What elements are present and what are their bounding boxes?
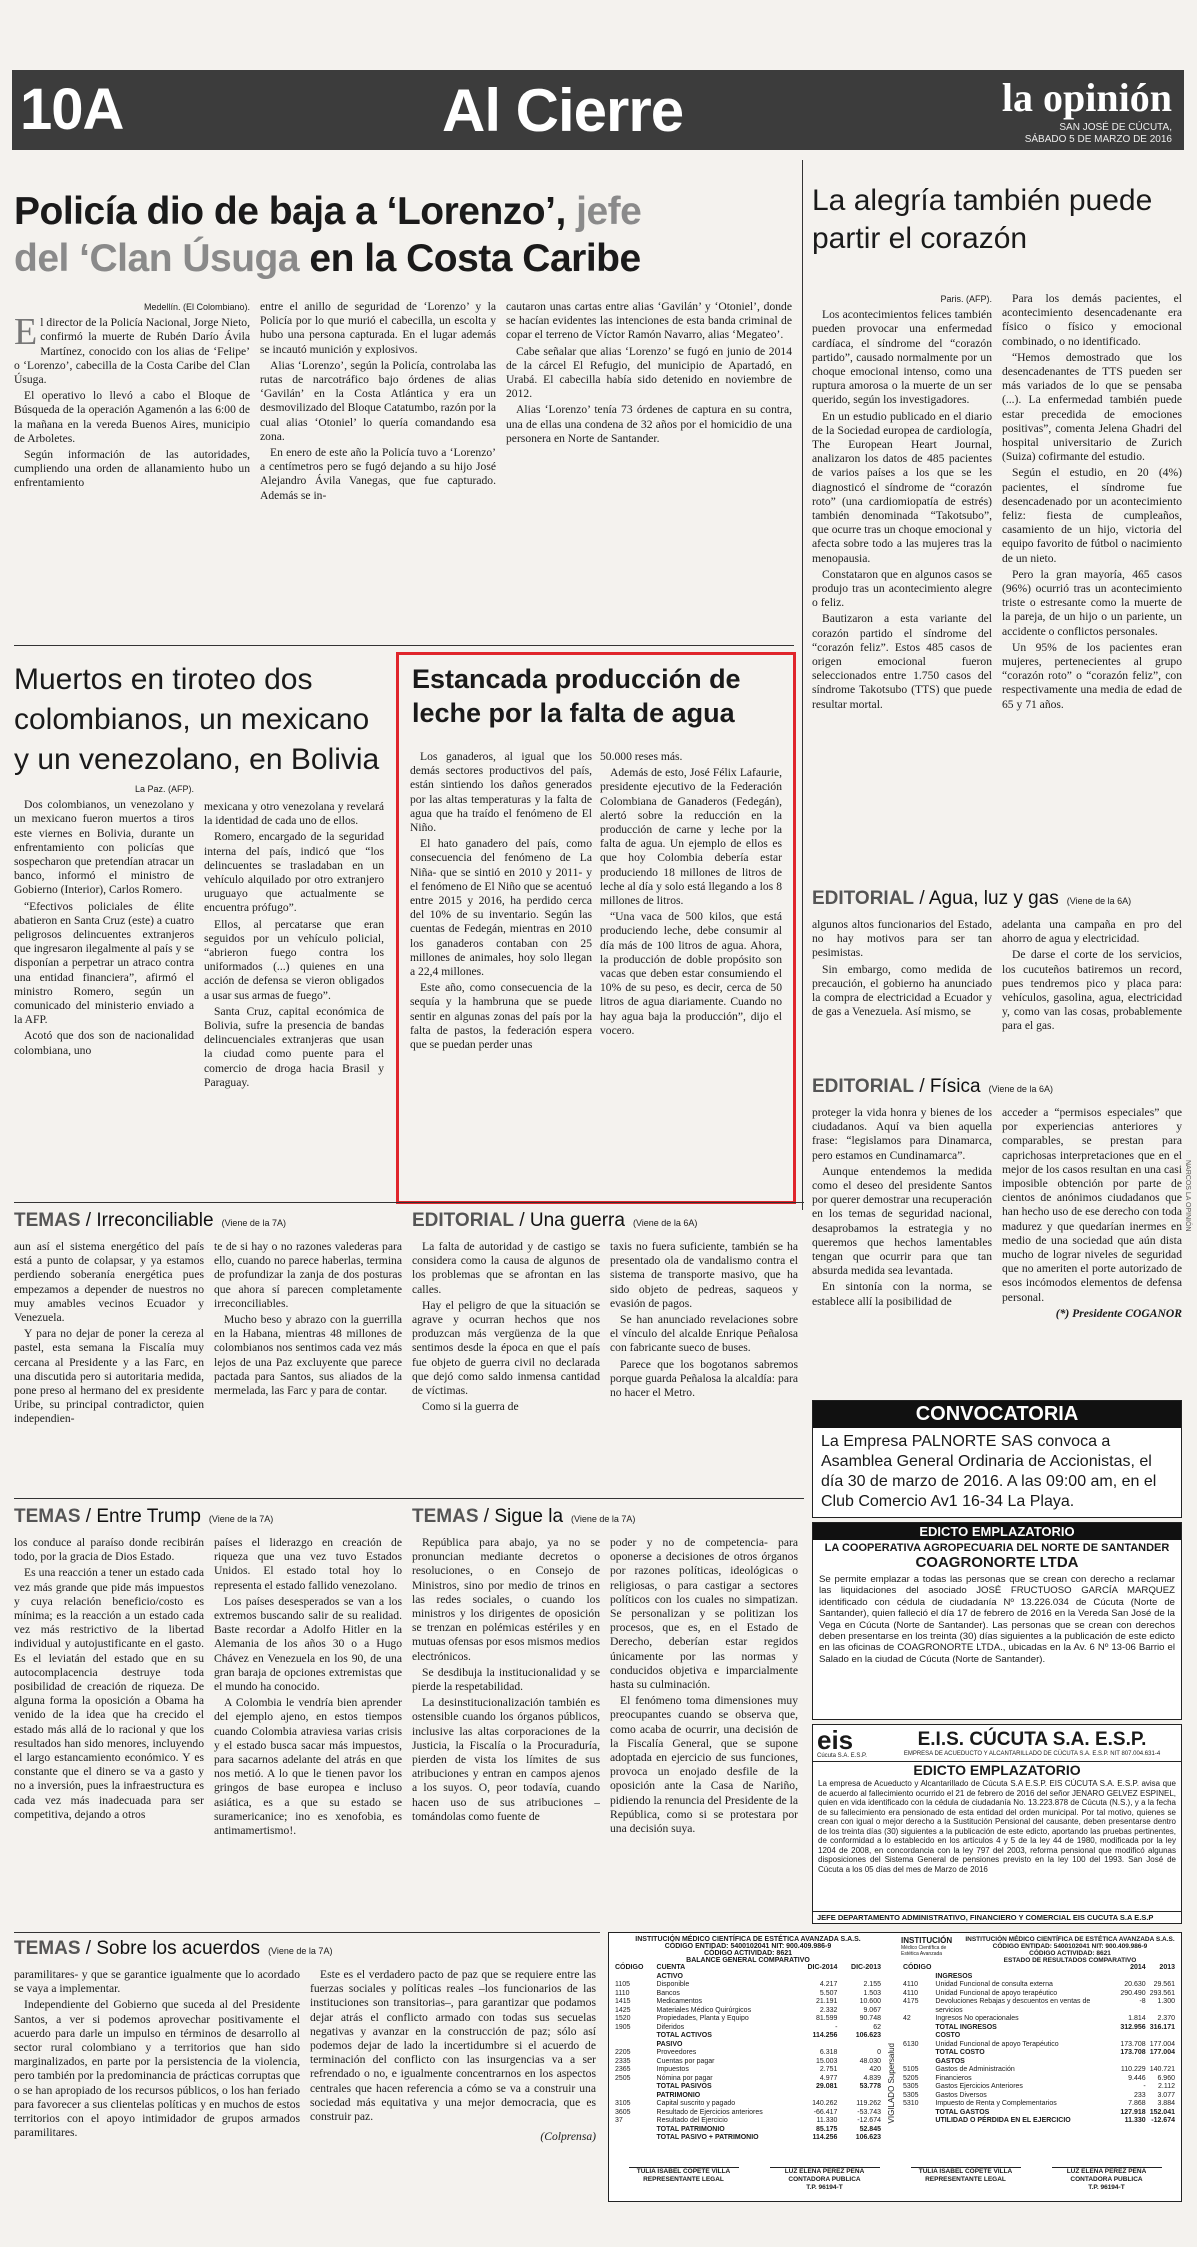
table-cell bbox=[1148, 2032, 1177, 2041]
table-cell: 42 bbox=[903, 2015, 911, 2022]
table-cell bbox=[901, 1973, 933, 1982]
table-cell: 29.081 bbox=[816, 2083, 838, 2090]
temas-sigue-col2: poder y no de competencia- para oponerse a decisiones de otros órganos por razones políticas, ideológicas o religiosas, o para castigar a sectores políticos con los cuales no simpatizan. Se personalizan y se politizan los procesos, que es, en el Estado de Derecho, deberían estar regidos únicamente por las normas y conducidos objetiva e imparcialmente hasta su culminación. El fenómeno toma dimensiones muy preocupantes cuando se observa que, como acaba de ocurrir, una decisión de la Fiscalía General, que se supone adoptada en ejercicio de sus funciones, provoca un enojado desfile de la oposición ante la Casa de Nariño, pidiendo la renuncia del Presidente de la República, como si se protestara por una decisión suya. bbox=[610, 1536, 798, 1836]
table-cell: 10.600 bbox=[859, 1998, 881, 2005]
table-cell: 7.868 bbox=[1128, 2100, 1146, 2107]
table-cell: Nómina por pagar bbox=[656, 2074, 713, 2082]
table-header-cell: DIC-2013 bbox=[851, 1964, 881, 1971]
table-cell: -8 bbox=[1139, 1998, 1146, 2005]
table-cell: 1425 bbox=[615, 2006, 631, 2014]
photo-credit: NARCOS LA OPINIÓN bbox=[1184, 1160, 1191, 1232]
table-cell: 81.599 bbox=[816, 2015, 838, 2022]
table-cell: TOTAL PASIVOS bbox=[656, 2083, 712, 2090]
divider bbox=[14, 1498, 804, 1499]
table-cell: - bbox=[835, 2023, 838, 2031]
table-cell bbox=[901, 2117, 933, 2126]
table-row bbox=[901, 2109, 1177, 2118]
table-cell: 5310 bbox=[903, 2100, 919, 2107]
table-cell bbox=[839, 2092, 883, 2101]
temas-trump-col2: países el liderazgo en creación de riqueza que una vez tuvo Estados Unidos. El estado total hoy lo representa el estado fallido venezolano. Los países desesperados se van a los extremos buscando salir de su realidad. Baste recordar a Adolfo Hitler en la Alemania de los años 30 o a Hugo Chávez en Venezuela en los 90, de una gran baraja de opciones extremistas que el mundo ha conocido. A Colombia le vendría bien aprender del ejemplo ajeno, en estos tiempos cuando Colombia atraviesa varias crisis y el estado busca sacar más impuestos, para sacarnos adelante del atrás en que nos metió. A lo que le tienen pavor los gringos de base europea e incluso asiática, es a que su estado se suramericanice; ino es xenofobia, es antimamertismo!. bbox=[214, 1536, 402, 1838]
temas-acuerdos-col1: paramilitares- y que se garantice igualmente que lo acordado se vaya a implementar. Independiente del Gobierno que suceda al del Presidente Santos, a ver si podemos aprovechar positivamente el acuerdo para darle un impulso en términos de desarrollo al sector rural colombiano y a territorios que han sido marginalizados, en parte por la persistencia de la violencia, pero también por la predominancia de prácticas corruptas que o se han apropiado de los recursos públicos, o los han feriado para favorecer a sus clientelas políticas y en muchos de estos territorios con el apoyo intimidador de grupos armados paramilitares. bbox=[14, 1968, 300, 2140]
table-cell bbox=[901, 2109, 933, 2118]
editorial-guerra-header: EDITORIAL / Una guerra (Viene de la 6A) bbox=[412, 1210, 698, 1231]
table-cell: 9.446 bbox=[1128, 2074, 1146, 2082]
table-cell: UTILIDAD O PÉRDIDA EN EL EJERCICIO bbox=[935, 2117, 1071, 2124]
table-cell: 1905 bbox=[615, 2023, 631, 2031]
table-cell: 4175 bbox=[903, 1998, 919, 2005]
estado-resultados: INSTITUCIÓN Médico Científica de Estética Avanzada INSTITUCIÓN MÉDICO CIENTÍFICA DE ESTÉTICA AVANZADA S.A.S. CÓDIGO ENTIDAD: 5400102041 NIT: 900.409.986-9 CÓDIGO ACTIVIDAD: 8621 ESTADO DE RESULTADOS COMPARATIVO CÓDIGO 2014 2013 INGRESOS 4110 Unidad Funcional de consulta externa 20.630 29.561 4110 Unidad Funcional de apoyo terapéutico 290.490 293.561 4175 Devoluciones Rebajas y descuentos en ventas de servicios -8 1.300 42 Ingresos No operacionales 1.814 2.370 TOTAL INGRESOS 312.956 316.171 COSTO 6130 Unidad Funcional de apoyo Terapéutico 173.708 177.004 TOTAL COSTO 173.708 177.004 GASTOS 5105 Gastos de Administración 110.229 140.721 5205 Financieros 9.446 6.960 5305 Gastos Ejercicios Anteriores - 2.112 5305 Gastos Diversos 233 3.077 5310 Impuesto de Renta y Complementarios 7.868 3.884 TOTAL GASTOS 127.918 152.041 UTILIDAD O PÉRDIDA EN EL EJERCICIO 11.330 -12.674 bbox=[901, 1936, 1175, 2124]
temas-acuerdos-header: TEMAS / Sobre los acuerdos (Viene de la 7A) bbox=[14, 1938, 333, 1959]
table-cell: 106.623 bbox=[855, 2134, 881, 2141]
table-row bbox=[613, 1973, 883, 1982]
table-cell: - bbox=[1143, 2083, 1146, 2090]
table-cell: 52.845 bbox=[859, 2125, 881, 2133]
table-cell: 2205 bbox=[615, 2049, 631, 2056]
table-row bbox=[901, 2049, 1177, 2058]
table-cell: Devoluciones Rebajas y descuentos en ventas de servicios bbox=[935, 1998, 1091, 2014]
temas-irreconciliable-header: TEMAS / Irreconciliable (Viene de la 7A) bbox=[14, 1210, 286, 1231]
table-cell bbox=[613, 2126, 655, 2135]
table-cell: 20.630 bbox=[1124, 1981, 1146, 1988]
table-cell: 85.175 bbox=[816, 2125, 838, 2133]
results-table bbox=[901, 1964, 1177, 2126]
table-cell: 2.112 bbox=[1158, 2083, 1175, 2090]
table-row bbox=[901, 2041, 1177, 2050]
table-cell: 2.751 bbox=[819, 2066, 838, 2073]
table-cell: TOTAL PASIVO + PATRIMONIO bbox=[656, 2134, 759, 2141]
table-cell: 4110 bbox=[903, 1989, 919, 1997]
table-cell: 2.155 bbox=[863, 1981, 881, 1988]
table-cell: 140.721 bbox=[1149, 2066, 1175, 2073]
table-cell: 53.778 bbox=[859, 2083, 881, 2090]
headline-lorenzo: Policía dio de baja a ‘Lorenzo’, jefe del ‘Clan Úsuga en la Costa Caribe bbox=[14, 190, 642, 280]
table-cell: Financieros bbox=[935, 2074, 972, 2082]
table-cell: Gastos de Administración bbox=[935, 2066, 1015, 2073]
table-row bbox=[613, 2126, 883, 2135]
table-cell: 37 bbox=[615, 2117, 623, 2124]
signatures bbox=[613, 2155, 1177, 2192]
table-cell: 2.332 bbox=[819, 2006, 838, 2014]
table-cell: 106.623 bbox=[855, 2032, 881, 2039]
table-row bbox=[901, 2066, 1177, 2075]
table-cell: 1.503 bbox=[863, 1989, 881, 1997]
headline-alegria: La alegría también puede partir el corazón bbox=[812, 184, 1153, 255]
table-cell bbox=[613, 2041, 655, 2050]
table-cell: TOTAL ACTIVOS bbox=[656, 2032, 712, 2039]
table-cell: 4.217 bbox=[819, 1981, 838, 1988]
table-cell: 114.256 bbox=[812, 2032, 838, 2039]
table-cell: Proveedores bbox=[656, 2049, 697, 2056]
table-header-cell: CUENTA bbox=[656, 1964, 686, 1971]
table-cell bbox=[613, 2032, 655, 2041]
table-cell: 4110 bbox=[903, 1981, 919, 1988]
table-header-row bbox=[613, 1964, 883, 1973]
table-cell: Unidad Funcional de apoyo terapéutico bbox=[935, 1989, 1058, 1997]
table-cell: Unidad Funcional de consulta externa bbox=[935, 1981, 1053, 1988]
table-cell: 1110 bbox=[615, 1989, 630, 1997]
table-cell bbox=[901, 2049, 933, 2058]
table-row bbox=[901, 2058, 1177, 2067]
headline-bolivia: Muertos en tiroteo dos colombianos, un mexicano y un venezolano, en Bolivia bbox=[14, 663, 380, 776]
balance-general: INSTITUCIÓN MÉDICO CIENTÍFICA DE ESTÉTICA AVANZADA S.A.S. CÓDIGO ENTIDAD: 5400102041 NIT: 900.409.986-9 CÓDIGO ACTIVIDAD: 8621 BALANCE GENERAL COMPARATIVO CÓDIGO CUENTA DIC-2014 DIC-2013 ACTIVO 1105 Disponible 4.217 2.155 1110 Bancos 5.507 1.503 1415 Medicamentos 21.191 10.600 1425 Materiales Médico Quirúrgicos 2.332 9.067 1520 Propiedades, Planta y Equipo 81.599 90.748 1905 Diferidos - 62 TOTAL ACTIVOS 114.256 106.623 PASIVO 2205 Proveedores 6.318 0 2335 Cuentas por pagar 15.003 48.030 2365 Impuestos 2.751 420 2505 Nómina por pagar 4.977 4.839 TOTAL PASIVOS 29.081 53.778 PATRIMONIO 3105 Capital suscrito y pagado 140.262 119.262 3605 Resultado de Ejercicios anteriores -66.417 -53.743 37 Resultado del Ejercicio 11.330 -12.674 TOTAL PATRIMONIO 85.175 52.845 TOTAL PASIVO + PATRIMONIO 114.256 106.623 bbox=[615, 1936, 881, 2141]
drop-cap: E bbox=[14, 311, 38, 354]
masthead-logo: la opinión bbox=[1001, 75, 1172, 120]
table-cell: 1.814 bbox=[1128, 2015, 1146, 2022]
table-cell: 5105 bbox=[903, 2066, 919, 2073]
table-cell: 2505 bbox=[615, 2074, 631, 2082]
table-row bbox=[613, 2117, 883, 2126]
table-row bbox=[901, 2015, 1177, 2024]
newspaper-page bbox=[12, 70, 1191, 2220]
table-cell: Bancos bbox=[656, 1989, 680, 1997]
table-row bbox=[613, 2041, 883, 2050]
article-lorenzo-col3: cautaron unas cartas entre alias ‘Gavilán’ y ‘Otoniel’, donde se hacían evidentes las intenciones de esta banda criminal de copar el terreno de Víctor Ramón Navarro, alias ‘Megateo’. Cabe señalar que alias ‘Lorenzo’ se fugó en junio de 2014 de la cárcel El Refugio, del municipio de Apartadó, en Urabá. El cabecilla había sido detenido en noviembre de 2012. Alias ‘Lorenzo’ tenía 73 órdenes de captura en su contra, una de ellas una condena de 32 años por el homicidio de una personera en Norte de Santander. bbox=[506, 300, 792, 445]
article-bolivia-col1: La Paz. (AFP). Dos colombianos, un venezolano y un mexicano fueron muertos a tiros este viernes en Bolivia, durante un enfrentamiento con policías que sospecharon que pretendían atracar un banco, informó el ministro de Gobierno (Interior), Carlos Romero. “Efectivos policiales de élite abatieron en Santa Cruz (este) a cuatro peligrosos delincuentes extranjeros que ingresaron ilegalmente al país y se disponían a perpetrar un atraco contra una entidad financiera”, afirmó el ministro Romero, según un comunicado del ministerio enviado a la AFP. Acotó que dos son de nacionalidad colombiana, uno bbox=[14, 784, 194, 1057]
table-cell: 173.708 bbox=[1120, 2040, 1146, 2048]
table-cell: Unidad Funcional de apoyo Terapéutico bbox=[935, 2040, 1059, 2048]
table-cell: Materiales Médico Quirúrgicos bbox=[656, 2006, 752, 2014]
convocatoria-ad: CONVOCATORIA La Empresa PALNORTE SAS convoca a Asamblea General Ordinaria de Accionistas, el día 30 de marzo de 2016. A las 09:00 am, en el Club Comercio Av1 16-34 La Playa. bbox=[812, 1400, 1182, 1518]
table-cell: 1520 bbox=[615, 2015, 631, 2022]
table-cell: 11.330 bbox=[816, 2117, 838, 2124]
table-row bbox=[901, 1990, 1177, 1999]
table-cell: 119.262 bbox=[856, 2100, 881, 2107]
financial-statements-ad bbox=[608, 1932, 1182, 2202]
table-cell bbox=[613, 2134, 655, 2143]
table-cell: 1415 bbox=[615, 1998, 631, 2005]
table-header-cell: CÓDIGO bbox=[903, 1964, 932, 1971]
article-bolivia-col2: mexicana y otro venezolana y revelará la identidad de cada uno de ellos. Romero, encargado de la seguridad interna del país, indicó que “los delincuentes se trasladaban en un vehículo alquilado por otro extranjero uruguayo que actualmente se encuentra prófugo”. Ellos, al percatarse que eran seguidos por un vehículo policial, “abrieron fuego contra los uniformados (...) quienes en una acción de defensa se vieron obligados a usar sus armas de fuego”. Santa Cruz, capital económica de Bolivia, sufre la presencia de bandas delincuenciales extranjeras que usan la ciudad como puente para el comercio de droga hacia Brasil y Paraguay. bbox=[204, 800, 384, 1089]
table-cell: Medicamentos bbox=[656, 1998, 703, 2005]
table-cell bbox=[1148, 2058, 1177, 2067]
table-row bbox=[901, 1998, 1177, 2015]
table-cell: 11.330 bbox=[1124, 2117, 1146, 2124]
table-header-cell: 2014 bbox=[1130, 1964, 1146, 1971]
temas-irreconciliable-col2: te de si hay o no razones valederas para ello, cuando no parece haberlas, termina de profundizar la zanja de dos posturas que ahora sí parecen completamente irreconciliables. Mucho beso y abrazo con la guerrilla en la Habana, mientras 48 millones de colombianos nos sentimos cada vez más lejos de una Paz excluyente que parece pactada para Santos, sus aliados de la mermelada, las Farc y para de contar. bbox=[214, 1240, 402, 1398]
dateline: SAN JOSÉ DE CÚCUTA, SÁBADO 5 DE MARZO DE 2016 bbox=[1024, 122, 1172, 145]
table-cell: 62 bbox=[873, 2023, 881, 2031]
article-leche-col2: 50.000 reses más. Además de esto, José Félix Lafaurie, presidente ejecutivo de la Federación Colombiana de Ganaderos (Fedegán), alertó sobre la reducción en la producción de carne y leche por la falta de agua. Un ejemplo de ellos es que hoy Colombia debería estar produciendo 18 millones de litros de leche al día y solo está llegando a los 8 millones de litros. “Una vaca de 500 kilos, que está produciendo leche, debe consumir al día más de 100 litros de agua. Ahora, la producción de doble propósito son vacas que deben estar consumiendo el 10% de su peso, es decir, cerca de 50 litros de agua diariamente. Cuando no hay agua baja la producción”, dijo el vocero. bbox=[600, 750, 782, 1037]
table-cell: 90.748 bbox=[859, 2015, 881, 2022]
table-row bbox=[613, 1998, 883, 2007]
balance-table bbox=[613, 1964, 883, 2143]
article-alegria-col1: Paris. (AFP). Los acontecimientos felices también pueden provocar una enfermedad cardíaca, el síndrome del “corazón partido”, causado normalmente por un choque emocional intenso, como una ruptura amorosa o la muerte de un ser querido, según los investigadores. En un estudio publicado en el diario de la Sociedad europea de cardiología, The European Heart Journal, analizaron los datos de 485 pacientes de varios países a los que se les diagnosticó el síndrome de “corazón roto” (una cardiomiopatía de estrés) también denominada “Takotsubo”, que ocurre tras un choque emocional y afecta sobre todo a las mujeres tras la menopausia. Constataron que en algunos casos se produjo tras un acontecimiento alegre o feliz. Bautizaron a esta variante del corazón partido el síndrome del “corazón feliz”. Estos 485 casos de origen emocional fueron seleccionados entre 1.750 casos del síndrome Takotsubo (TTS) que puede resultar mortal. bbox=[812, 294, 992, 711]
table-cell: 290.490 bbox=[1120, 1989, 1146, 1997]
temas-trump-col1: los conduce al paraíso donde recibirán todo, por la gracia de Dios Estado. Es una reacción a tener un estado cada vez más grande que pide más impuestos y cuya relación beneficio/costo es mínima; es la reacción a un estado cada vez más restrictivo de la libertad individual y autojustificante en el gasto. Es el leviatán del estado que en su autocomplacencia destruye toda posibilidad de creación de riqueza. De alguna forma la oposición a Obama ha venido de la idea que ha crecido el estado más allá de lo racional y que los resultados han sido menores, incluyendo el largo estancamiento económico. Y es constante que el dinero se va a gasto y no a inversión, pues la infraestructura es cada vez más inadecuada para ser competitiva, dejando a otros bbox=[14, 1536, 204, 1821]
table-cell: COSTO bbox=[935, 2032, 961, 2039]
editorial-agua-col2: adelanta una campaña en pro del ahorro de agua y electricidad. De darse el corte de los servicios, los cucuteños batiremos un record, pues tendremos pico y placa para: vehículos, gasolina, agua, electricidad y, como van las cosas, probablemente para el gas. bbox=[1002, 918, 1182, 1033]
table-cell: Disponible bbox=[656, 1981, 690, 1988]
column-divider bbox=[802, 160, 803, 1210]
table-cell bbox=[839, 2041, 883, 2050]
table-cell: 110.229 bbox=[1120, 2066, 1146, 2073]
table-cell: 2365 bbox=[615, 2066, 631, 2073]
table-cell: 127.918 bbox=[1120, 2108, 1146, 2116]
temas-acuerdos-col2: Este es el verdadero pacto de paz que se requiere entre las fuerzas sociales y políticas reales –los funcionarios de las instituciones son transitorias–, para garantizar que podamos dejar atrás el conflicto armado con todas sus secuelas negativas y avanzar en la construcción de paz; sólo así podemos dejar de lado la incertidumbre si el acuerdo de terminación del conflicto con las insurgencias va a ser refrendado o no, e igualmente concentrarnos en los aspectos centrales que hacen referencia a cómo se va a construir una sociedad más equitativa y una mejor democracia, que es construir paz. (Colprensa) bbox=[310, 1968, 596, 2144]
article-alegria-col2: Para los demás pacientes, el acontecimiento desencadenante era físico o físico y emocional combinado, o no identificado. “Hemos demostrado que los desencadenantes de TTS pueden ser más variados de lo que se pensaba (...). La enfermedad también puede estar precedida de emociones positivas”, comenta Jelena Ghadri del hospital universitario de Zurich (Suiza) cofirmante del estudio. Según el estudio, en 20 (4%) pacientes, el síndrome fue desencadenado por un acontecimiento feliz: fiesta de cumpleaños, casamiento de un hijo, victoria del equipo favorito de fútbol o nacimiento de un nieto. Pero la gran mayoría, 465 casos (96%) ocurrió tras un acontecimiento triste o estresante como la muerte de la pareja, de un hijo o un pariente, un accidente o conflictos personales. Un 95% de los pacientes eran mujeres, pertenecientes al grupo “corazón roto” o “corazón feliz”, con respectivamente una media de edad de 65 y 71 años. bbox=[1002, 292, 1182, 711]
table-row bbox=[613, 2015, 883, 2024]
table-cell bbox=[613, 1973, 655, 1982]
editorial-fisica-col2: acceder a “permisos especiales” que por experiencias anteriores y comparables, se prestan para caprichosas interpretaciones que en el mejor de los casos resultan en una casi imposible obtención por parte de cientos de anónimos ciudadanos que han hecho uso de ese derecho con toda madurez y que quedarían inermes en medio de una sociedad que aún dista mucho de lograr niveles de seguridad que no ameriten el porte autorizado de esos incómodos elementos de defensa personal. (*) Presidente COGANOR bbox=[1002, 1106, 1182, 1320]
table-cell: Gastos Diversos bbox=[935, 2091, 987, 2099]
table-cell: 9.067 bbox=[863, 2006, 881, 2014]
article-leche-col1: Los ganaderos, al igual que los demás sectores productivos del país, están sintiendo los daños generados por las altas temperaturas y la falta de agua que ha traído el fenómeno de El Niño. El hato ganadero del país, como consecuencia del fenómeno de La Niña- que se sintió en 2010 y 2011- y el fenómeno de El Niño que se acentuó entre 2015 y 2016, ha perdido cerca del 10% de su inventario. Según las cuentas de Fedegán, mientras en 2010 los ganaderos contaban con 25 millones de animales, hoy solo llegan a 22,4 millones. Este año, como consecuencia de la sequía y la hambruna que se puede sentir en algunas zonas del país por la falta de pastos, la federación espera que se puedan perder unas bbox=[410, 750, 592, 1052]
table-row bbox=[901, 2117, 1177, 2126]
table-row bbox=[613, 2109, 883, 2118]
table-cell: 5205 bbox=[903, 2074, 919, 2082]
table-row bbox=[901, 2100, 1177, 2109]
table-row bbox=[613, 2032, 883, 2041]
table-cell bbox=[1118, 2058, 1147, 2067]
table-cell: 5305 bbox=[903, 2083, 919, 2090]
divider bbox=[14, 1932, 600, 1933]
table-cell: Impuestos bbox=[656, 2066, 689, 2073]
signature-contadora-2: LUZ ELENA PEREZ PEÑA CONTADORA PUBLICA T.P. 96194-T bbox=[1052, 2155, 1162, 2192]
table-cell: 1.300 bbox=[1157, 1998, 1175, 2005]
table-cell: -66.417 bbox=[813, 2108, 838, 2116]
editorial-guerra-col1: La falta de autoridad y de castigo se considera como la causa de algunos de los problemas que se afrontan en las calles. Hay el peligro de que la situación se agrave y ocurran hechos que nos produzcan más vergüenza de la que sentimos desde la época en que el país fue objeto de guerra civil no declarada que dejó como saldo inmensa cantidad de víctimas. Como si la guerra de bbox=[412, 1240, 600, 1414]
table-cell: 2335 bbox=[615, 2057, 631, 2065]
table-cell: TOTAL GASTOS bbox=[935, 2108, 990, 2116]
table-cell: TOTAL INGRESOS bbox=[935, 2023, 997, 2031]
table-row bbox=[901, 2083, 1177, 2092]
table-cell: Capital suscrito y pagado bbox=[656, 2100, 736, 2107]
table-row bbox=[901, 1973, 1177, 1982]
table-row bbox=[613, 2134, 883, 2143]
table-cell: GASTOS bbox=[935, 2057, 965, 2065]
table-cell: 29.561 bbox=[1153, 1981, 1175, 1988]
table-cell bbox=[796, 2092, 840, 2101]
table-cell: 6130 bbox=[903, 2040, 919, 2048]
table-row bbox=[901, 1981, 1177, 1990]
table-row bbox=[613, 2007, 883, 2016]
table-row bbox=[613, 2092, 883, 2101]
table-cell: 173.708 bbox=[1120, 2049, 1146, 2056]
table-cell: PASIVO bbox=[656, 2040, 683, 2048]
table-cell: 293.561 bbox=[1149, 1989, 1175, 1997]
eis-edicto-ad: eis Cúcuta S.A. E.S.P. E.I.S. CÚCUTA S.A. E.S.P. EMPRESA DE ACUEDUCTO Y ALCANTARILLADO DE CÚCUTA S.A. E.S.P. NIT 807.004.631-4 EDICTO EMPLAZATORIO La empresa de Acueducto y Alcantarillado de Cúcuta S.A E.S.P. EIS CÚCUTA S.A. E.S.P. avisa que de acuerdo al fallecimiento ocurrido el 21 de febrero de 2016 del señor JENARO GELVEZ ESPINEL, quien en vida identificado con la cédula de ciudadanía No. 13.223.878 de Cúcuta (N.S.), y a la fecha de su fallecimiento era pensionado de esta entidad del orden municipal. Por tal motivo, quienes se crean con igual o mejor derecho a la Sustitución Pensional del causante, deben presentarse dentro de los treinta días (30) siguientes a la publicación de este edicto, aportando las pruebas pertinentes, de conformidad a lo establecido en los artículos 4 y 5 de la ley 44 de 1980, modificada por la ley 1204 de 2008, en concordancia con la ley 797 del 2003, reforma pensional que modificó algunas disposiciones del Sistema General de pensiones previsto en la ley 100 del 1993. San José de Cúcuta a los 05 días del mes de Marzo de 2016 JEFE DEPARTAMENTO ADMINISTRATIVO, FINANCIERO Y COMERCIAL EIS CUCUTA S.A E.S.P bbox=[812, 1724, 1182, 1924]
table-cell bbox=[839, 1973, 883, 1982]
table-cell: 15.003 bbox=[816, 2057, 838, 2065]
table-row bbox=[901, 2032, 1177, 2041]
table-cell: 5305 bbox=[903, 2091, 919, 2099]
table-row bbox=[613, 2058, 883, 2067]
headline-leche: Estancada producción de leche por la falta de agua bbox=[412, 664, 741, 728]
table-cell: 21.191 bbox=[816, 1998, 838, 2005]
table-cell bbox=[613, 2092, 655, 2101]
table-row bbox=[613, 1981, 883, 1990]
table-cell: 1105 bbox=[615, 1981, 631, 1988]
table-header-cell: 2013 bbox=[1159, 1964, 1175, 1971]
table-cell: Resultado del Ejercicio bbox=[656, 2117, 728, 2124]
signature-contadora: LUZ ELENA PEREZ PEÑA CONTADORA PUBLICA T.P. 96194-T bbox=[770, 2155, 880, 2192]
table-cell bbox=[901, 2058, 933, 2067]
table-cell: 0 bbox=[877, 2049, 881, 2056]
table-cell: PATRIMONIO bbox=[656, 2091, 701, 2099]
institucion-logo: INSTITUCIÓN Médico Científica de Estética Avanzada bbox=[901, 1936, 953, 1957]
table-cell: Diferidos bbox=[656, 2023, 685, 2031]
table-cell: 152.041 bbox=[1149, 2108, 1175, 2116]
table-cell bbox=[1118, 1973, 1147, 1982]
table-cell bbox=[901, 2024, 933, 2033]
table-cell: 2.370 bbox=[1157, 2015, 1175, 2022]
editorial-agua-col1: algunos altos funcionarios del Estado, no hay motivos para ser tan pesimistas. Sin embargo, como medida de precaución, el gobierno ha anunciado la compra de electricidad a Ecuador y de gas a Venezuela. Así mismo, se bbox=[812, 918, 992, 1019]
table-cell: 114.256 bbox=[812, 2134, 838, 2141]
table-cell: Impuesto de Renta y Complementarios bbox=[935, 2100, 1057, 2107]
table-cell: 177.004 bbox=[1149, 2049, 1175, 2056]
editorial-fisica-header: EDITORIAL / Física (Viene de la 6A) bbox=[812, 1076, 1053, 1097]
table-cell: 48.030 bbox=[859, 2057, 881, 2065]
table-row bbox=[613, 2066, 883, 2075]
table-cell: 316.171 bbox=[1149, 2023, 1175, 2031]
table-cell bbox=[796, 2041, 840, 2050]
temas-trump-header: TEMAS / Entre Trump (Viene de la 7A) bbox=[14, 1506, 274, 1527]
table-cell: Gastos Ejercicios Anteriores bbox=[935, 2083, 1023, 2090]
table-cell: -12.674 bbox=[857, 2117, 881, 2124]
editorial-guerra-col2: taxis no fuera suficiente, también se ha presentado ola de vandalismo contra el sistema de transporte masivo, que ha sido objeto de pedreas, saqueos y evasión de pagos. Se han anunciado revelaciones sobre el vínculo del alcalde Enrique Peñalosa con fabricante sueco de buses. Parece que los bogotanos sabremos porque guarda Peñalosa la alcaldía: para no hacer el Metro. bbox=[610, 1240, 798, 1400]
signature-representante: TULIA ISABEL COPETE VILLA REPRESENTANTE LEGAL bbox=[629, 2155, 739, 2192]
editorial-agua-header: EDITORIAL / Agua, luz y gas (Viene de la 6A) bbox=[812, 888, 1132, 909]
table-cell: Cuentas por pagar bbox=[656, 2057, 715, 2065]
temas-irreconciliable-col1: aun así el sistema energético del país está a punto de colapsar, y ya estamos perdiendo soberanía energética pues empezamos a depender de nuestros no muy amables vecinos Ecuador y Venezuela. Y para no dejar de poner la cereza al pastel, esta semana la Fiscalía muy cercana al Presidente y a las Farc, en una discutida pero si autoritaria medida, pone preso al hermano del ex presidente Uribe, su principal contradictor, quien independien- bbox=[14, 1240, 204, 1426]
table-row bbox=[613, 2049, 883, 2058]
editorial-fisica-col1: proteger la vida honra y bienes de los ciudadanos. Aquí va bien aquella frase: “legislamos para Dinamarca, pero estamos en Cundinamarca”. Aunque entendemos la medida como el deseo del presidente Santos por querer demostrar una recuperación en los temas de seguridad nacional, desaprobamos la estrategia y no queremos que hechos lamentables tengan que ocurrir para que tan absurda medida sea levantada. En sintonía con la norma, se establece allí la posibilidad de bbox=[812, 1106, 992, 1308]
table-cell: 312.956 bbox=[1120, 2023, 1146, 2031]
table-cell bbox=[1148, 1973, 1177, 1982]
table-header-cell: CÓDIGO bbox=[615, 1964, 644, 1971]
table-cell: 6.318 bbox=[819, 2049, 838, 2056]
table-cell: Propiedades, Planta y Equipo bbox=[656, 2015, 749, 2022]
section-title: Al Cierre bbox=[442, 77, 684, 144]
table-cell: 4.839 bbox=[863, 2074, 881, 2082]
article-lorenzo-col2: entre el anillo de seguridad de ‘Lorenzo’ y la Policía por lo que murió el cabecilla, un escolta y hubo una persona capturada. En el lugar además se incautó munición y explosivos. Alias ‘Lorenzo’, según la Policía, controlaba las rutas de narcotráfico bajo órdenes de alias ‘Gavilán’ en la Costa Atlántica y era un desmovilizado del Bloque Catatumbo, razón por la cual alias ‘Otoniel’ lo quería comandando esa zona. En enero de este año la Policía tuvo a ‘Lorenzo’ a centímetros pero se fugó dejando a su hijo José Alejandro Ávila Vanegas, que fue capturado. Además se in- bbox=[260, 300, 496, 502]
table-cell: 3.077 bbox=[1157, 2091, 1175, 2099]
divider bbox=[14, 645, 794, 646]
table-cell: 5.507 bbox=[819, 1989, 838, 1997]
table-cell: Ingresos No operacionales bbox=[935, 2015, 1019, 2022]
table-cell: INGRESOS bbox=[935, 1972, 973, 1980]
temas-sigue-col1: República para abajo, ya no se pronuncian mediante decretos o resoluciones, o en Consejo de Ministros, sino por medio de trinos en las redes sociales, o cuando los ministros y los dirigentes de oposición se trenzan en polémicas estériles y en mutuas ofensas por esos mismos medios electrónicos. Se desdibuja la institucionalidad y se pierde la respetabilidad. La desinstitucionalización también es ostensible cuando los órganos públicos, inclusive las altas corporaciones de la Justicia, la Fiscalía o la Procuraduría, pierden de vista los límites de sus atribuciones y entran en campos ajenos a los suyos. O, peor todavía, cuando hacen uso de sus atribuciones –tomándolas como fuente de bbox=[412, 1536, 600, 1823]
table-cell bbox=[796, 1973, 840, 1982]
table-row bbox=[901, 2092, 1177, 2101]
vigilado-label: VIGILADO Supersalud bbox=[887, 2043, 896, 2124]
table-cell: 140.262 bbox=[812, 2100, 838, 2107]
temas-sigue-header: TEMAS / Sigue la (Viene de la 7A) bbox=[412, 1506, 636, 1527]
page-number: 10A bbox=[20, 77, 124, 142]
table-row bbox=[613, 2075, 883, 2084]
table-cell: 177.004 bbox=[1149, 2040, 1175, 2048]
table-row bbox=[901, 2075, 1177, 2084]
table-cell bbox=[901, 2032, 933, 2041]
table-cell: 420 bbox=[869, 2066, 881, 2073]
table-row bbox=[613, 1990, 883, 1999]
table-cell bbox=[1118, 2032, 1147, 2041]
table-cell: 3605 bbox=[615, 2108, 631, 2116]
table-row bbox=[901, 2024, 1177, 2033]
table-cell: TOTAL COSTO bbox=[935, 2049, 985, 2056]
divider bbox=[14, 1202, 804, 1203]
table-cell: 6.960 bbox=[1157, 2074, 1175, 2082]
table-cell: 3105 bbox=[615, 2100, 631, 2107]
table-cell: -53.743 bbox=[857, 2108, 881, 2116]
eis-logo: eis Cúcuta S.A. E.S.P. bbox=[817, 1725, 867, 1759]
table-cell: TOTAL PATRIMONIO bbox=[656, 2125, 725, 2133]
edicto-coagronorte-ad: EDICTO EMPLAZATORIO LA COOPERATIVA AGROPECUARIA DEL NORTE DE SANTANDER COAGRONORTE LTDA Se permite emplazar a todas las personas que se crean con derecho a reclamar las liquidaciones del asociado JOSÉ FRUCTUOSO GARCÍA MARQUEZ identificado con cédula de ciudadanía Nº 13.226.034 de Cúcuta (Norte de Santander), quien falleció el día 17 de febrero de 2016 en la Vereda San José de la Vega en Cúcuta (Norte de Santander). Las personas que se crean con derechos deben presentarse en los treinta (30) días siguientes a la publicación de este edicto en las oficinas de COAGRONORTE LTDA., ubicadas en la Av. 6 Nº 13-06 Barrio el Salado en la ciudad de Cúcuta (Norte de Santander). bbox=[812, 1522, 1182, 1720]
table-header-cell: DIC-2014 bbox=[807, 1964, 838, 1971]
table-row bbox=[613, 2100, 883, 2109]
page-header bbox=[12, 70, 1184, 150]
table-cell: Resultado de Ejercicios anteriores bbox=[656, 2108, 763, 2116]
table-cell: ACTIVO bbox=[656, 1972, 683, 1980]
table-cell bbox=[613, 2083, 655, 2092]
table-header-row bbox=[901, 1964, 1177, 1973]
signature-representante-2: TULIA ISABEL COPETE VILLA REPRESENTANTE LEGAL bbox=[911, 2155, 1021, 2192]
table-cell: -12.674 bbox=[1151, 2117, 1175, 2124]
table-cell: 4.977 bbox=[819, 2074, 838, 2082]
table-row bbox=[613, 2083, 883, 2092]
table-header-cell bbox=[933, 1964, 1118, 1973]
table-row bbox=[613, 2024, 883, 2033]
article-lorenzo-col1: Medellín. (El Colombiano). El director de la Policía Nacional, Jorge Nieto, confirmó la muerte de Rubén Darío Ávila Martínez, conocido con los alias de ‘Felipe’ o ‘Lorenzo’, cabecilla de la Costa Caribe del Clan Úsuga. El operativo lo llevó a cabo el Bloque de Búsqueda de la operación Agamenón a las 6:00 de la mañana en la vereda Buenos Aires, municipio de Arboletes. Según información de las autoridades, cumpliendo una orden de allanamiento hubo un enfrentamiento bbox=[14, 302, 250, 490]
table-cell: 3.884 bbox=[1157, 2100, 1175, 2107]
table-cell: 233 bbox=[1134, 2091, 1146, 2099]
